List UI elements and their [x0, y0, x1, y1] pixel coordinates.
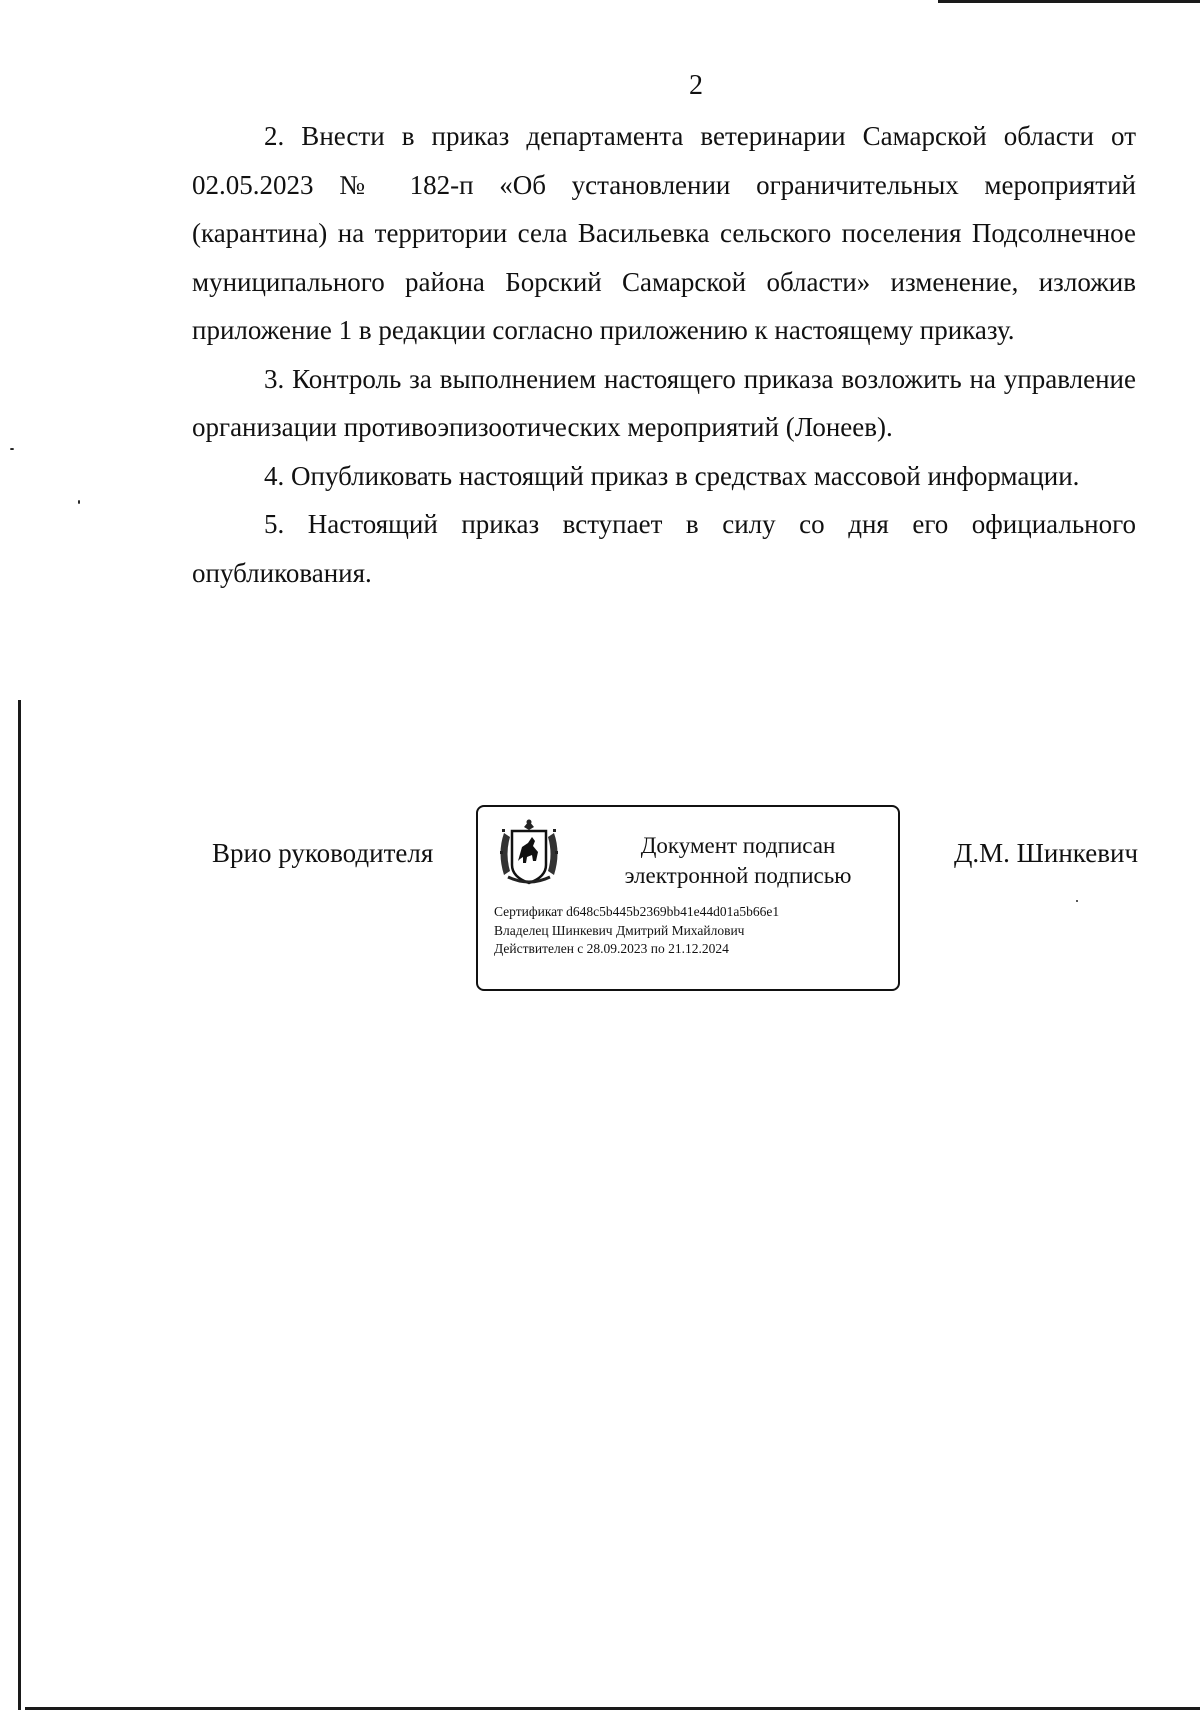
stamp-details [494, 903, 779, 959]
scan-speck [78, 500, 80, 504]
document-body [192, 112, 1136, 597]
electronic-signature-stamp [476, 805, 900, 991]
paragraph-5: 5. Настоящий приказ вступает в силу со дня его официального опубликования. [192, 509, 1136, 588]
page-number: 2 [689, 70, 703, 101]
scan-speck [10, 448, 14, 450]
paragraph-4: 4. Опубликовать настоящий приказ в средствах массовой информации. [264, 460, 1080, 491]
stamp-validity: Действителен с 28.09.2023 по 21.12.2024 [494, 941, 729, 956]
stamp-title [608, 831, 868, 891]
scan-speck [1076, 900, 1078, 902]
signatory-name: Д.М. Шинкевич [954, 838, 1139, 868]
signatory-position: Врио руководителя [212, 838, 434, 868]
paragraph-3: 3. Контроль за выполнением настоящего приказа возложить на управление организации противоэпизоотических мероприятий (Лонеев). [192, 363, 1136, 442]
scan-border-left [18, 700, 21, 1710]
stamp-title-line-2: электронной подписью [624, 863, 852, 888]
paragraph-2: 2. Внести в приказ департамента ветеринарии Самарской области от 02.05.2023 № 182-п «Об установлении ограничительных мероприятий (карантина) на территории села Васильевка сельского поселения Подсолнечное муниципального района Борский Самарской области» изменение, изложив приложение 1 в редакции согласно приложению к настоящему приказу. [192, 121, 1136, 345]
scan-border-top [938, 0, 1200, 3]
stamp-owner: Владелец Шинкевич Дмитрий Михайлович [494, 922, 745, 938]
coat-of-arms-icon [494, 817, 564, 891]
stamp-certificate: Сертификат d648c5b445b2369bb41e44d01a5b66e1 [494, 904, 780, 919]
stamp-title-line-1: Документ подписан [640, 833, 836, 858]
